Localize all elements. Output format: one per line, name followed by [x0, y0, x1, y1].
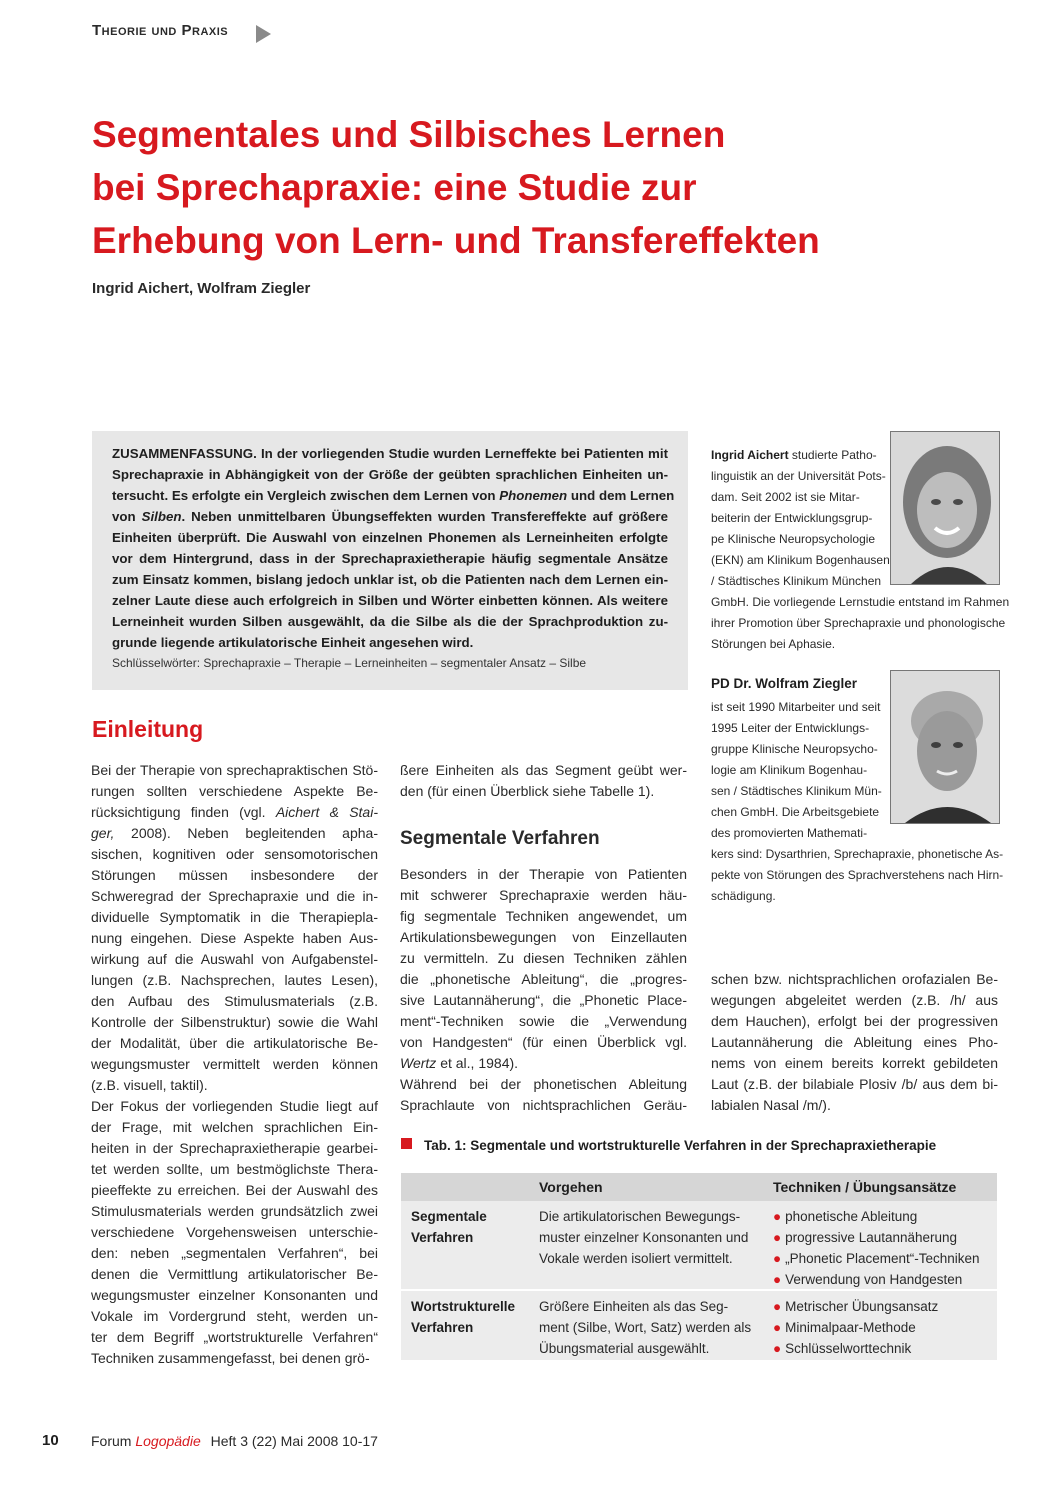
- summary-line: [112, 506, 668, 527]
- text-line: denen die Vermittlung artikulatorischer Be-: [91, 1266, 378, 1282]
- bio-line: beiterin der Entwicklungsgrup-: [711, 511, 873, 525]
- bullet-text: Minimalpaar-Methode: [785, 1320, 916, 1335]
- summary-line: Einheiten überprüft. Die Auswahl von einzelnen Phonemen als Lerneinheiten erfolgte: [112, 530, 668, 545]
- bullet-icon: ●: [773, 1341, 782, 1356]
- bullet-icon: ●: [773, 1320, 782, 1335]
- text-line: Besonders in der Therapie von Patienten: [400, 866, 687, 882]
- text-line: Der Fokus der vorliegenden Studie liegt auf: [91, 1098, 378, 1114]
- text-line: ßere Einheiten als das Segment geübt wer-: [400, 762, 687, 778]
- bio-line: 1995 Leiter der Entwicklungs-: [711, 721, 870, 735]
- text-line: rungen sollten verschiedene Aspekte Be-: [91, 783, 378, 799]
- text-line: Sprachlaute von nichtsprachlichen Geräu-: [400, 1097, 687, 1113]
- bullet-icon: ●: [773, 1272, 782, 1287]
- bio-name-ziegler: PD Dr. Wolfram Ziegler: [711, 676, 858, 691]
- text-line: nung eingehen. Diese Aspekte haben Aus-: [91, 930, 378, 946]
- heading-segmentale-verfahren: Segmentale Verfahren: [400, 828, 600, 849]
- journal-name: Forum: [91, 1433, 132, 1449]
- text-line: Techniken zusammengefasst, bei denen grö-: [91, 1350, 370, 1366]
- title-line: Segmentales und Silbisches Lernen: [92, 114, 726, 155]
- table-cell-vorgehen: [539, 1296, 751, 1359]
- cell-line: Segmentale: [411, 1209, 487, 1224]
- bio-line: schädigung.: [711, 889, 776, 903]
- journal-name-accent: Logopädie: [135, 1433, 201, 1449]
- bio-line: pe Klinische Neuropsychologie: [711, 532, 876, 546]
- text-line: der Modalität, über die artikulatorische Be-: [91, 1035, 378, 1051]
- summary-text: [112, 443, 675, 653]
- bio-line: sen / Städtisches Klinikum Mün-: [711, 784, 882, 798]
- table-cell-techniken: [773, 1296, 938, 1359]
- text-line: sive Lautannäherung“, die „Phonetic Place-: [400, 992, 687, 1008]
- text-span: 2008). Neben begleitenden apha-: [114, 825, 378, 841]
- bullet-icon: ●: [773, 1209, 782, 1224]
- bullet-icon: ●: [773, 1251, 782, 1266]
- bio-text: studierte Patho-: [788, 448, 877, 462]
- text-line: Artikulationsbewegungen von Einzellauten: [400, 929, 687, 945]
- text-span: rücksichtigung finden (vgl.: [91, 804, 276, 820]
- text-line: [91, 802, 378, 823]
- text-line: Vokale im Vordergrund steht, werden un-: [91, 1308, 378, 1324]
- bio-line: pekte von Störungen des Sprachverstehens nach Hirn-: [711, 868, 1004, 882]
- text-line: Stimulusmaterials werden grundsätzlich zwei: [91, 1203, 378, 1219]
- text-line: Laut (z.B. der bilabiale Plosiv /b/ aus dem bi-: [711, 1076, 998, 1092]
- citation: ger,: [91, 825, 115, 841]
- bullet-item: [773, 1338, 938, 1359]
- text-line: ment“-Techniken sowie die „Verwendung: [400, 1013, 687, 1029]
- text-line: Bei der Therapie von sprechapraktischen Stö-: [91, 762, 378, 778]
- bullet-item: [773, 1296, 938, 1317]
- text-line: Kontrolle der Silbenstruktur) sowie die Wahl: [91, 1014, 378, 1030]
- cell-line: muster einzelner Konsonanten und: [539, 1230, 749, 1245]
- text-span: et al., 1984).: [436, 1055, 519, 1071]
- cell-line: Verfahren: [411, 1320, 474, 1335]
- bullet-text: „Phonetic Placement“-Techniken: [785, 1251, 980, 1266]
- bio-line: kers sind: Dysarthrien, Sprechapraxie, phonetische As-: [711, 847, 1004, 861]
- bullet-text: Verwendung von Handgesten: [785, 1272, 963, 1287]
- article-title: [92, 108, 952, 267]
- journal-footer: [91, 1433, 378, 1449]
- bio-line: des promovierten Mathemati-: [711, 826, 868, 840]
- summary-line: zum Einsatz kommen, bislang jedoch unklar ist, ob die Patienten nach dem Lernen ein-: [112, 572, 668, 587]
- bullet-icon: ●: [773, 1299, 782, 1314]
- text-line: Störungen müssen insbesondere der: [91, 867, 378, 883]
- summary-span: . Neben unmittelbaren Übungseffekten wurden Transfereffekte auf größere: [181, 509, 668, 524]
- text-line: tet werden sollte, um bestmöglichste Thera-: [91, 1161, 378, 1177]
- cell-line: Die artikulatorischen Bewegungs-: [539, 1209, 741, 1224]
- text-line: Während bei der phonetischen Ableitung: [400, 1076, 687, 1092]
- text-line: [400, 1053, 687, 1074]
- title-line: bei Sprechapraxie: eine Studie zur: [92, 167, 697, 208]
- bio-line: ihrer Promotion über Sprechapraxie und phonologische: [711, 616, 1006, 630]
- bullet-item: [773, 1269, 980, 1290]
- bio-line: chen GmbH. Die Arbeitsgebiete: [711, 805, 880, 819]
- summary-em: Phonemen: [499, 488, 568, 503]
- bio-line: [711, 445, 1009, 466]
- text-line: mit schwerer Sprechapraxie werden häu-: [400, 887, 687, 903]
- summary-line: grunde liegende artikulatorische Einheit angesehen wird.: [112, 635, 474, 650]
- text-line: dem Hauchen), erfolgt bei der progressiven: [711, 1013, 998, 1029]
- text-line: lungen (z.B. Nachsprechen, lautes Lesen),: [91, 972, 378, 988]
- text-line: den (für einen Überblick siehe Tabelle 1).: [400, 783, 655, 799]
- table-caption: Tab. 1: Segmentale und wortstrukturelle Verfahren in der Sprechapraxietherapie: [424, 1138, 937, 1153]
- bio-line: dam. Seit 2002 ist sie Mitar-: [711, 490, 860, 504]
- bio-name: Ingrid Aichert: [711, 448, 789, 462]
- bio-line: GmbH. Die vorliegende Lernstudie entstand im Rahmen: [711, 595, 1010, 609]
- text-line: den Aufbau des Stimulusmaterials (z.B.: [91, 993, 378, 1009]
- authors: Ingrid Aichert, Wolfram Ziegler: [92, 280, 311, 297]
- bullet-item: [773, 1317, 938, 1338]
- text-line: ter dem Begriff „wortstrukturelle Verfahren“: [91, 1329, 378, 1345]
- citation: Aichert & Stai-: [275, 804, 378, 820]
- bio-line: linguistik an der Universität Pots-: [711, 469, 886, 483]
- page-number: 10: [42, 1432, 59, 1449]
- text-line: wirkung auf die Auswahl von Aufgabenstel-: [91, 951, 378, 967]
- bio-line: Störungen bei Aphasie.: [711, 637, 836, 651]
- table-cell-label: [411, 1296, 515, 1338]
- bio-line: ist seit 1990 Mitarbeiter und seit: [711, 700, 881, 714]
- table-marker-icon: [401, 1138, 412, 1149]
- bio-aichert: [711, 445, 1009, 655]
- summary-line: zelner Laute diese auch erfolgreich in Silben und Wörter einbetten können. Als weitere: [112, 593, 668, 608]
- cell-line: Wortstrukturelle: [411, 1299, 516, 1314]
- text-line: [91, 823, 378, 844]
- text-line: wegungsmuster einzelner Konsonanten und: [91, 1287, 378, 1303]
- summary-span: von: [112, 509, 142, 524]
- text-line: Lautannäherung die Ableitung eines Pho-: [711, 1034, 998, 1050]
- bio-line: logie am Klinikum Bogenhau-: [711, 763, 868, 777]
- text-line: labialen Nasal /m/).: [711, 1097, 831, 1113]
- keywords: Schlüsselwörter: Sprechapraxie – Therapie – Lerneinheiten – segmentaler Ansatz – Silbe: [112, 656, 587, 670]
- section-arrow-icon: [256, 25, 271, 43]
- text-line: zu vermitteln. Zu diesen Techniken zählen: [400, 950, 687, 966]
- text-line: fig segmentale Techniken angewendet, um: [400, 908, 687, 924]
- table-cell-vorgehen: [539, 1206, 748, 1269]
- body-column-1: [91, 760, 378, 1369]
- text-line: wegungsmuster vermittelt werden können: [91, 1056, 378, 1072]
- heading-einleitung: Einleitung: [92, 716, 204, 742]
- bio-line: gruppe Klinische Neuropsycho-: [711, 742, 878, 756]
- summary-span: und dem Lernen: [567, 488, 675, 503]
- body-column-2-top: [400, 760, 687, 802]
- bio-ziegler: [711, 697, 1003, 907]
- summary-line: ZUSAMMENFASSUNG. In der vorliegenden Studie wurden Lerneffekte bei Patienten mit: [112, 446, 668, 461]
- bullet-item: [773, 1227, 980, 1248]
- table-cell-label: [411, 1206, 487, 1248]
- text-line: heiten in der Sprechapraxietherapie gearbei-: [91, 1140, 378, 1156]
- bullet-text: phonetische Ableitung: [785, 1209, 918, 1224]
- section-label: Theorie und Praxis: [92, 22, 229, 39]
- bullet-icon: ●: [773, 1230, 782, 1245]
- bullet-item: [773, 1206, 980, 1227]
- summary-line: vor dem Hintergrund, dass in der Sprechapraxietherapie häufig segmentale Ansätze: [112, 551, 668, 566]
- cell-line: Vokale werden isoliert vermittelt.: [539, 1251, 733, 1266]
- journal-issue: Heft 3 (22) Mai 2008 10-17: [210, 1433, 378, 1449]
- text-line: die „phonetische Ableitung“, die „progres-: [400, 971, 687, 987]
- citation: Wertz: [400, 1055, 437, 1071]
- text-line: schen bzw. nichtsprachlichen orofazialen Be-: [711, 971, 998, 987]
- text-line: dividuelle Symptomatik in die Therapiepla-: [91, 909, 378, 925]
- text-line: pieeffekte zu erreichen. Bei der Auswahl des: [91, 1182, 378, 1198]
- summary-span: tersucht. Es erfolgte ein Vergleich zwischen dem Lernen von: [112, 488, 500, 503]
- bio-line: (EKN) am Klinikum Bogenhausen: [711, 553, 890, 567]
- text-line: den: neben „segmentalen Verfahren“, bei: [91, 1245, 378, 1261]
- bullet-text: Schlüsselworttechnik: [785, 1341, 912, 1356]
- summary-line: [112, 485, 675, 506]
- table-cell-techniken: [773, 1206, 980, 1290]
- bullet-text: Metrischer Übungsansatz: [785, 1299, 939, 1314]
- text-line: der Frage, mit welchen sprachlichen Ein-: [91, 1119, 378, 1135]
- text-line: verschiedene Vorgehensweisen unterschie-: [91, 1224, 378, 1240]
- text-line: wegungen abgeleitet werden (z.B. /h/ aus: [711, 992, 998, 1008]
- cell-line: ment (Silbe, Wort, Satz) werden als: [539, 1320, 752, 1335]
- body-column-2: [400, 864, 687, 1116]
- table-header-cell: Vorgehen: [539, 1179, 603, 1195]
- cell-line: Größere Einheiten als das Seg-: [539, 1299, 729, 1314]
- cell-line: Übungsmaterial ausgewählt.: [539, 1341, 710, 1356]
- text-line: von Handgesten“ (für einen Überblick vgl.: [400, 1034, 687, 1050]
- bio-line: / Städtisches Klinikum München: [711, 574, 882, 588]
- table-header-cell: Techniken / Übungsansätze: [773, 1179, 957, 1195]
- summary-line: Lerneinheit wurden Silben ausgewählt, da die Silbe als die der Sprachproduktion zu-: [112, 614, 668, 629]
- bullet-text: progressive Lautannäherung: [785, 1230, 958, 1245]
- text-line: Schweregrad der Sprechapraxie und die in-: [91, 888, 378, 904]
- text-line: nems von einem bereits korrekt gebildeten: [711, 1055, 998, 1071]
- text-line: (z.B. visuell, taktil).: [91, 1077, 208, 1093]
- cell-line: Verfahren: [411, 1230, 474, 1245]
- text-line: sischen, kognitiven oder sensomotorischen: [91, 846, 378, 862]
- summary-line: Sprechapraxie in Abhängigkeit von der Größe der geübten sprachlichen Einheiten un-: [112, 467, 668, 482]
- body-column-3: [711, 969, 998, 1116]
- summary-em: Silben: [141, 509, 182, 524]
- title-line: Erhebung von Lern- und Transfereffekten: [92, 220, 820, 261]
- bullet-item: [773, 1248, 980, 1269]
